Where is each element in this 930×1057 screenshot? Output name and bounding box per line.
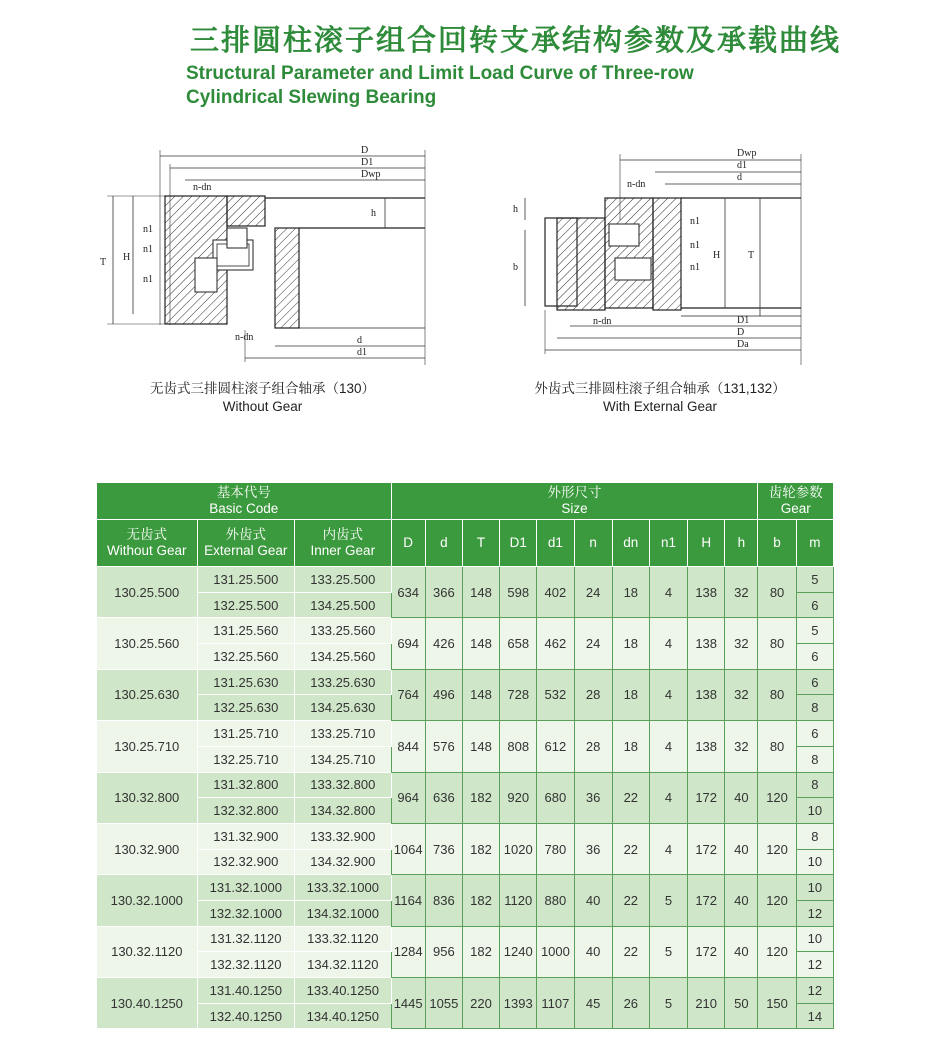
- cell-size-d1: 780: [537, 823, 574, 874]
- cell-external-gear: 132.25.710: [197, 746, 295, 772]
- col-inner-en: Inner Gear: [310, 543, 376, 558]
- col-size-dn-header: dn: [612, 520, 649, 567]
- cell-size-t: 182: [462, 875, 499, 926]
- cell-gear-m: 10: [796, 926, 833, 952]
- label-H: H: [713, 250, 721, 261]
- label-h: h: [371, 208, 376, 219]
- cell-size-d1: 680: [537, 772, 574, 823]
- title-en-line1: Structural Parameter and Limit Load Curve of Three-row: [186, 63, 694, 84]
- group-basic-code-header: [97, 483, 392, 520]
- cell-size-d1: 658: [500, 618, 537, 669]
- cell-size-h: 138: [688, 618, 725, 669]
- label-D1: D1: [737, 315, 750, 326]
- col-size-t-header: T: [462, 520, 499, 567]
- cell-size-d1: 880: [537, 875, 574, 926]
- cell-without-gear: 130.32.1120: [97, 926, 198, 977]
- diagram-without-gear: [95, 140, 440, 365]
- cell-external-gear: 132.32.1120: [197, 952, 295, 978]
- cell-size-d: 1445: [391, 978, 425, 1029]
- cell-external-gear: 132.32.800: [197, 798, 295, 824]
- cell-size-d1: 808: [500, 721, 537, 772]
- cell-gear-m: 10: [796, 798, 833, 824]
- cell-size-h: 138: [688, 567, 725, 618]
- cell-size-h: 32: [725, 721, 758, 772]
- label-n1-a: n1: [690, 216, 700, 227]
- col-gear-b-header: b: [758, 520, 796, 567]
- cell-external-gear: 132.25.500: [197, 592, 295, 618]
- table-row: [97, 772, 834, 798]
- cell-gear-b: 80: [758, 669, 796, 720]
- col-without-gear-header: [97, 520, 198, 567]
- cell-size-h: 172: [688, 875, 725, 926]
- cell-size-t: 182: [462, 772, 499, 823]
- cell-size-h: 172: [688, 926, 725, 977]
- cell-size-n: 45: [574, 978, 612, 1029]
- cell-inner-gear: 134.25.560: [295, 644, 392, 670]
- label-n1-b: n1: [143, 244, 153, 255]
- cell-size-h: 138: [688, 669, 725, 720]
- table-row: [97, 978, 834, 1004]
- cell-size-h: 138: [688, 721, 725, 772]
- cell-size-d: 1064: [391, 823, 425, 874]
- cell-inner-gear: 133.25.710: [295, 721, 392, 747]
- cell-size-d: 1284: [391, 926, 425, 977]
- cell-size-d1: 612: [537, 721, 574, 772]
- cell-size-dn: 18: [612, 618, 649, 669]
- cell-gear-b: 120: [758, 926, 796, 977]
- cell-size-n: 36: [574, 772, 612, 823]
- col-size-d1-header: d1: [537, 520, 574, 567]
- cell-size-d: 956: [425, 926, 462, 977]
- page-title-cn: 三排圆柱滚子组合回转支承结构参数及承载曲线: [190, 23, 842, 57]
- cell-gear-m: 12: [796, 900, 833, 926]
- cell-size-h: 210: [688, 978, 725, 1029]
- cell-size-t: 148: [462, 618, 499, 669]
- table-row: [97, 618, 834, 644]
- cell-inner-gear: 133.25.500: [295, 567, 392, 593]
- label-T: T: [748, 250, 755, 261]
- cell-size-dn: 22: [612, 875, 649, 926]
- cell-gear-m: 6: [796, 644, 833, 670]
- caption-without-gear-en: Without Gear: [222, 399, 303, 414]
- title-en-line2: Cylindrical Slewing Bearing: [186, 87, 437, 108]
- cell-size-d1: 532: [537, 669, 574, 720]
- group-gear-cn: 齿轮参数: [768, 485, 823, 500]
- label-ndn-bottom: n-dn: [235, 332, 254, 343]
- cell-external-gear: 131.25.500: [197, 567, 295, 593]
- cell-without-gear: 130.32.800: [97, 772, 198, 823]
- cell-size-n1: 4: [649, 567, 687, 618]
- cell-gear-m: 8: [796, 823, 833, 849]
- label-n1-c: n1: [690, 262, 700, 273]
- cell-size-d1: 1120: [500, 875, 537, 926]
- label-D: D: [737, 327, 745, 338]
- cell-gear-b: 120: [758, 875, 796, 926]
- cell-size-dn: 22: [612, 926, 649, 977]
- cell-external-gear: 132.25.630: [197, 695, 295, 721]
- group-gear-header: [758, 483, 834, 520]
- cell-external-gear: 132.25.560: [197, 644, 295, 670]
- cell-gear-m: 12: [796, 952, 833, 978]
- col-external-gear-header: [197, 520, 295, 567]
- cell-size-d: 764: [391, 669, 425, 720]
- cell-size-d1: 728: [500, 669, 537, 720]
- cell-size-d: 736: [425, 823, 462, 874]
- cell-size-d1: 920: [500, 772, 537, 823]
- spec-table: [96, 482, 834, 1029]
- cell-size-h: 172: [688, 772, 725, 823]
- cell-size-d: 1164: [391, 875, 425, 926]
- cell-size-d: 964: [391, 772, 425, 823]
- col-inner-gear-header: [295, 520, 392, 567]
- cell-external-gear: 131.32.900: [197, 823, 295, 849]
- cell-size-h: 32: [725, 669, 758, 720]
- cell-inner-gear: 134.32.1000: [295, 900, 392, 926]
- group-size-en: Size: [561, 501, 588, 516]
- cell-inner-gear: 134.32.900: [295, 849, 392, 875]
- cell-size-n1: 4: [649, 721, 687, 772]
- label-Dwp: Dwp: [361, 169, 381, 180]
- cell-without-gear: 130.32.900: [97, 823, 198, 874]
- cell-gear-m: 6: [796, 721, 833, 747]
- cell-size-t: 148: [462, 669, 499, 720]
- cell-size-d1: 598: [500, 567, 537, 618]
- cell-size-d: 836: [425, 875, 462, 926]
- cell-gear-m: 10: [796, 849, 833, 875]
- cell-size-h: 50: [725, 978, 758, 1029]
- cell-gear-m: 5: [796, 567, 833, 593]
- label-Da: Da: [737, 339, 749, 350]
- cell-external-gear: 132.40.1250: [197, 1003, 295, 1029]
- group-basic-cn: 基本代号: [216, 485, 271, 500]
- label-ndn-top: n-dn: [627, 179, 646, 190]
- cell-external-gear: 132.32.900: [197, 849, 295, 875]
- cell-size-t: 148: [462, 721, 499, 772]
- cell-inner-gear: 133.32.1120: [295, 926, 392, 952]
- cell-size-d: 366: [425, 567, 462, 618]
- label-H: H: [123, 252, 131, 263]
- caption-with-external-gear-cn: 外齿式三排圆柱滚子组合轴承（131,132）: [534, 381, 786, 396]
- caption-without-gear: [110, 380, 415, 416]
- cell-size-d1: 402: [537, 567, 574, 618]
- cell-without-gear: 130.25.630: [97, 669, 198, 720]
- col-external-en: External Gear: [204, 543, 288, 558]
- cell-size-n: 24: [574, 567, 612, 618]
- caption-with-external-gear: [500, 380, 820, 416]
- cell-size-n1: 5: [649, 926, 687, 977]
- cell-inner-gear: 134.32.800: [295, 798, 392, 824]
- table-row: [97, 567, 834, 593]
- cell-inner-gear: 134.40.1250: [295, 1003, 392, 1029]
- label-d1: d1: [357, 347, 367, 358]
- cell-size-dn: 18: [612, 567, 649, 618]
- cell-size-n: 28: [574, 669, 612, 720]
- label-b: b: [513, 262, 518, 273]
- group-size-header: [391, 483, 758, 520]
- cell-gear-b: 80: [758, 618, 796, 669]
- cell-size-n1: 5: [649, 978, 687, 1029]
- cell-size-n1: 4: [649, 669, 687, 720]
- table-row: [97, 721, 834, 747]
- col-size-h-header: H: [688, 520, 725, 567]
- label-ndn-top: n-dn: [193, 182, 212, 193]
- cell-size-h: 40: [725, 823, 758, 874]
- col-without-cn: 无齿式: [126, 527, 168, 542]
- label-ndn-bottom: n-dn: [593, 316, 612, 327]
- cell-size-n1: 4: [649, 618, 687, 669]
- cell-inner-gear: 133.25.560: [295, 618, 392, 644]
- cell-external-gear: 131.25.630: [197, 669, 295, 695]
- cell-without-gear: 130.32.1000: [97, 875, 198, 926]
- label-d1: d1: [737, 160, 747, 171]
- label-Dwp: Dwp: [737, 148, 757, 159]
- cell-gear-b: 80: [758, 567, 796, 618]
- cell-gear-m: 8: [796, 772, 833, 798]
- table-row: [97, 926, 834, 952]
- col-external-cn: 外齿式: [225, 527, 267, 542]
- cell-inner-gear: 133.40.1250: [295, 978, 392, 1004]
- cell-size-h: 32: [725, 618, 758, 669]
- cell-size-t: 148: [462, 567, 499, 618]
- cell-inner-gear: 133.25.630: [295, 669, 392, 695]
- cell-size-d1: 1393: [500, 978, 537, 1029]
- cell-size-d1: 1107: [537, 978, 574, 1029]
- col-size-d1-header: D1: [500, 520, 537, 567]
- label-D1: D1: [361, 157, 374, 168]
- table-row: [97, 823, 834, 849]
- cell-inner-gear: 133.32.900: [295, 823, 392, 849]
- cell-gear-m: 10: [796, 875, 833, 901]
- cell-size-n: 40: [574, 875, 612, 926]
- cell-gear-m: 14: [796, 1003, 833, 1029]
- cell-size-dn: 26: [612, 978, 649, 1029]
- cell-size-dn: 18: [612, 721, 649, 772]
- cell-size-d: 426: [425, 618, 462, 669]
- cell-size-d: 1055: [425, 978, 462, 1029]
- cell-gear-m: 8: [796, 746, 833, 772]
- col-size-h-header: h: [725, 520, 758, 567]
- cell-gear-m: 6: [796, 669, 833, 695]
- cell-size-d: 496: [425, 669, 462, 720]
- cell-size-h: 32: [725, 567, 758, 618]
- table-row: [97, 875, 834, 901]
- label-T: T: [100, 257, 107, 268]
- cell-inner-gear: 134.32.1120: [295, 952, 392, 978]
- cell-size-n: 28: [574, 721, 612, 772]
- cell-inner-gear: 134.25.630: [295, 695, 392, 721]
- cell-size-dn: 18: [612, 669, 649, 720]
- col-size-n-header: n: [574, 520, 612, 567]
- cell-size-d: 694: [391, 618, 425, 669]
- cell-size-d: 636: [425, 772, 462, 823]
- cell-size-d1: 1000: [537, 926, 574, 977]
- cell-size-dn: 22: [612, 772, 649, 823]
- cell-size-d1: 462: [537, 618, 574, 669]
- label-n1-b: n1: [690, 240, 700, 251]
- label-n1-a: n1: [143, 224, 153, 235]
- cell-inner-gear: 133.32.800: [295, 772, 392, 798]
- cell-size-t: 182: [462, 823, 499, 874]
- cell-gear-m: 8: [796, 695, 833, 721]
- col-size-d-header: D: [391, 520, 425, 567]
- label-n1-c: n1: [143, 274, 153, 285]
- cell-size-h: 40: [725, 875, 758, 926]
- cell-external-gear: 132.32.1000: [197, 900, 295, 926]
- cell-size-t: 182: [462, 926, 499, 977]
- cell-size-n1: 4: [649, 772, 687, 823]
- caption-with-external-gear-en: With External Gear: [602, 399, 718, 414]
- cell-gear-b: 80: [758, 721, 796, 772]
- cell-size-n1: 4: [649, 823, 687, 874]
- cell-size-n1: 5: [649, 875, 687, 926]
- col-inner-cn: 内齿式: [322, 527, 364, 542]
- page-title-en: [186, 62, 694, 110]
- table-row: [97, 669, 834, 695]
- col-gear-m-header: m: [796, 520, 833, 567]
- cell-gear-b: 150: [758, 978, 796, 1029]
- cell-without-gear: 130.25.500: [97, 567, 198, 618]
- cell-size-h: 40: [725, 926, 758, 977]
- cell-size-t: 220: [462, 978, 499, 1029]
- cell-external-gear: 131.40.1250: [197, 978, 295, 1004]
- cell-size-dn: 22: [612, 823, 649, 874]
- cell-size-d: 844: [391, 721, 425, 772]
- cell-size-h: 40: [725, 772, 758, 823]
- group-gear-en: Gear: [780, 501, 811, 516]
- cell-size-h: 172: [688, 823, 725, 874]
- label-d: d: [357, 335, 362, 346]
- cell-inner-gear: 134.25.500: [295, 592, 392, 618]
- cell-size-d: 576: [425, 721, 462, 772]
- cell-external-gear: 131.32.1000: [197, 875, 295, 901]
- group-basic-en: Basic Code: [209, 501, 279, 516]
- cell-without-gear: 130.25.560: [97, 618, 198, 669]
- cell-size-n: 24: [574, 618, 612, 669]
- cell-size-d1: 1020: [500, 823, 537, 874]
- cell-external-gear: 131.25.560: [197, 618, 295, 644]
- cell-without-gear: 130.40.1250: [97, 978, 198, 1029]
- label-d: d: [737, 172, 742, 183]
- cell-gear-b: 120: [758, 772, 796, 823]
- cell-size-d1: 1240: [500, 926, 537, 977]
- group-size-cn: 外形尺寸: [547, 485, 602, 500]
- col-without-en: Without Gear: [107, 543, 187, 558]
- col-size-d-header: d: [425, 520, 462, 567]
- caption-without-gear-cn: 无齿式三排圆柱滚子组合轴承（130）: [149, 381, 376, 396]
- cell-size-n: 36: [574, 823, 612, 874]
- cell-without-gear: 130.25.710: [97, 721, 198, 772]
- cell-inner-gear: 134.25.710: [295, 746, 392, 772]
- cell-external-gear: 131.25.710: [197, 721, 295, 747]
- col-size-n1-header: n1: [649, 520, 687, 567]
- cell-gear-m: 6: [796, 592, 833, 618]
- cell-external-gear: 131.32.1120: [197, 926, 295, 952]
- cell-gear-b: 120: [758, 823, 796, 874]
- diagram-with-external-gear: [505, 140, 805, 365]
- cell-gear-m: 5: [796, 618, 833, 644]
- label-D: D: [361, 145, 369, 156]
- cell-gear-m: 12: [796, 978, 833, 1004]
- cell-external-gear: 131.32.800: [197, 772, 295, 798]
- cell-size-n: 40: [574, 926, 612, 977]
- label-h: h: [513, 204, 518, 215]
- cell-size-d: 634: [391, 567, 425, 618]
- cell-inner-gear: 133.32.1000: [295, 875, 392, 901]
